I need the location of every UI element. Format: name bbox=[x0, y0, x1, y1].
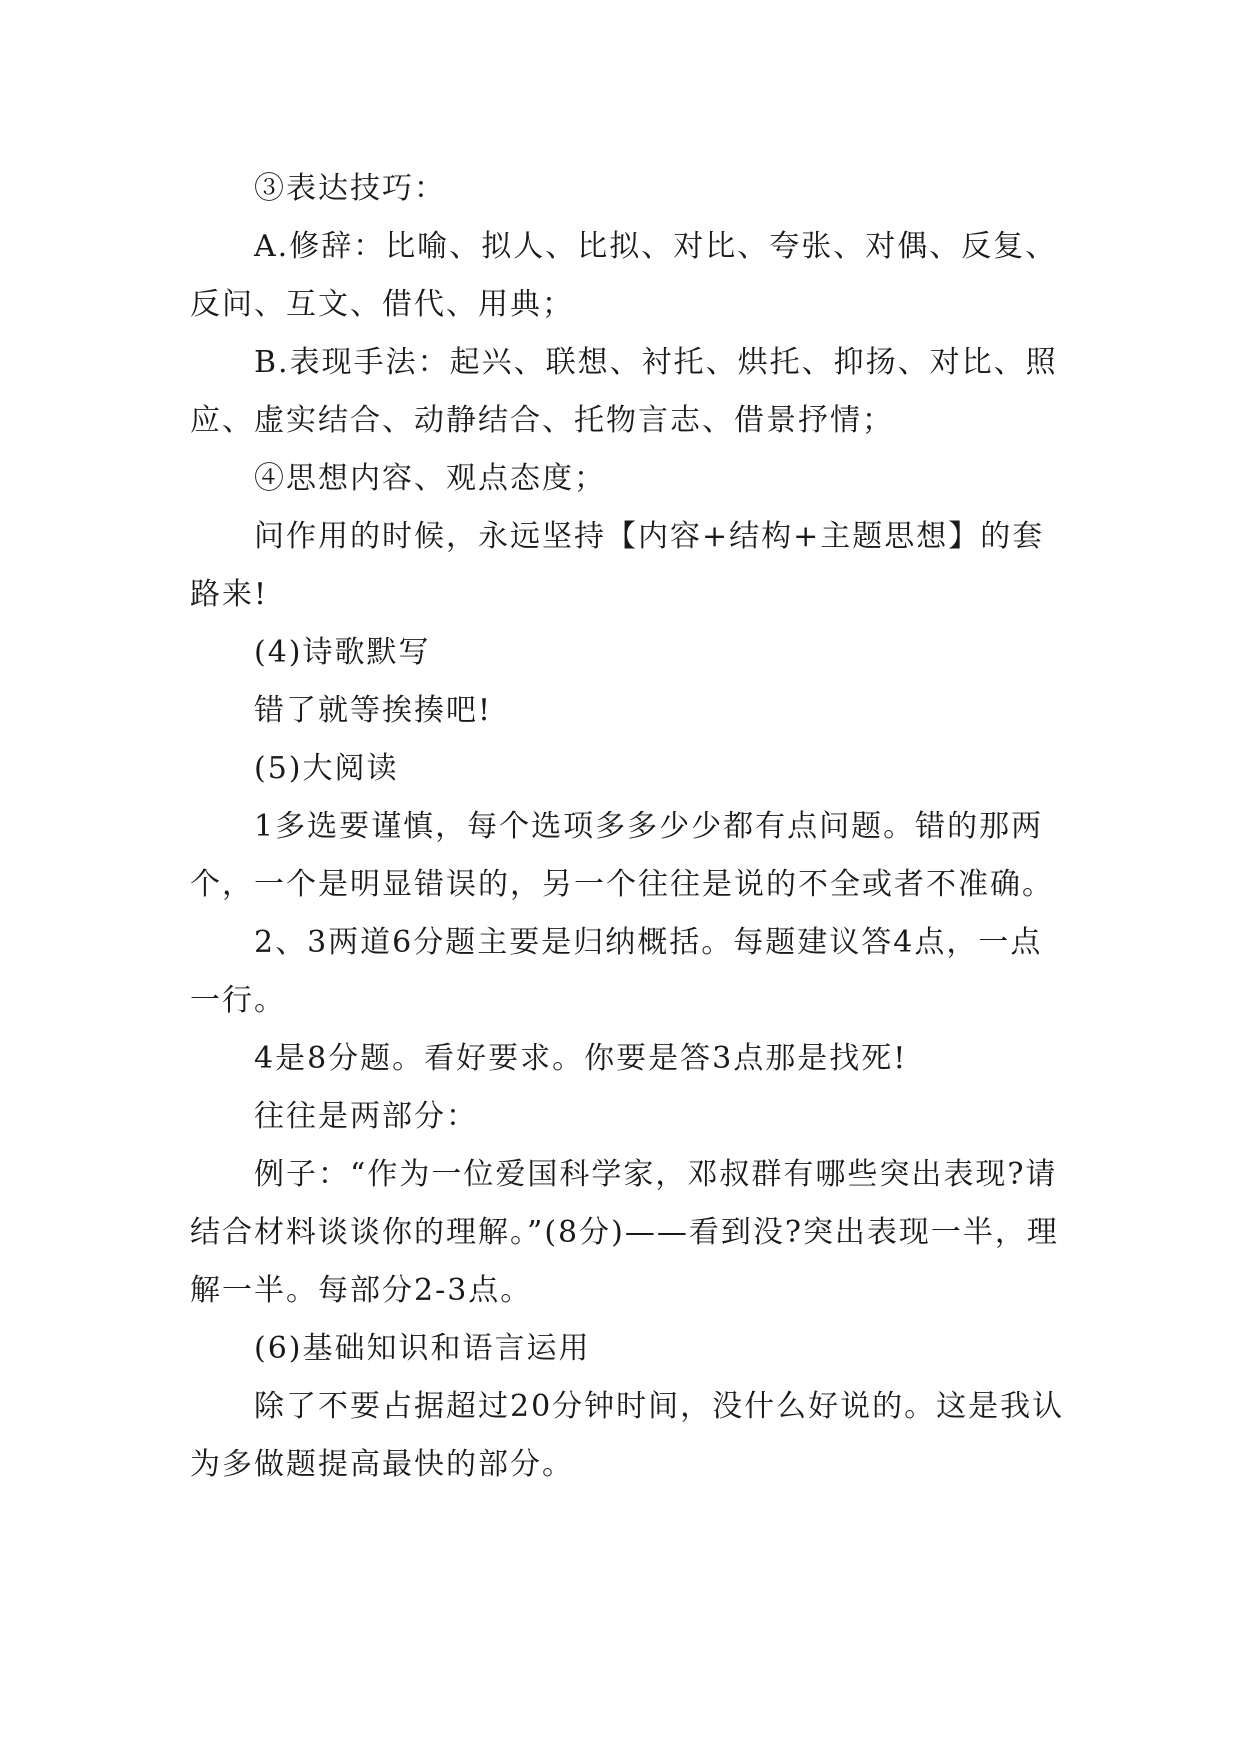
paragraph-function-formula: 问作用的时候，永远坚持【内容+结构+主题思想】的套路来! bbox=[190, 519, 1045, 612]
paragraph-rhetoric: A.修辞：比喻、拟人、比拟、对比、夸张、对偶、反复、反问、互文、借代、用典； bbox=[190, 229, 1058, 322]
document-body bbox=[190, 160, 1070, 1494]
paragraph-eight-point-question: 4是8分题。看好要求。你要是答3点那是找死! bbox=[254, 1041, 908, 1076]
paragraph-summary-questions: 2、3两道6分题主要是归纳概括。每题建议答4点，一点一行。 bbox=[190, 925, 1043, 1018]
heading-expression-techniques: ③表达技巧： bbox=[254, 171, 446, 206]
heading-major-reading: (5)大阅读 bbox=[254, 751, 399, 786]
paragraph-dictation-note: 错了就等挨揍吧! bbox=[254, 693, 493, 728]
paragraph-example: 例子：“作为一位爱国科学家，邓叔群有哪些突出表现?请结合材料谈谈你的理解。”(8分)——看到没?突出表现一半，理解一半。每部分2-3点。 bbox=[190, 1157, 1059, 1308]
paragraph-basic-knowledge-note: 除了不要占据超过20分钟时间，没什么好说的。这是我认为多做题提高最快的部分。 bbox=[190, 1389, 1065, 1482]
heading-ideas-attitudes: ④思想内容、观点态度； bbox=[254, 461, 606, 496]
paragraph-expression-methods: B.表现手法：起兴、联想、衬托、烘托、抑扬、对比、照应、虚实结合、动静结合、托物言志、借景抒情； bbox=[190, 345, 1058, 438]
paragraph-two-parts: 往往是两部分： bbox=[254, 1099, 478, 1134]
heading-basic-knowledge: (6)基础知识和语言运用 bbox=[254, 1331, 591, 1366]
heading-poetry-dictation: (4)诗歌默写 bbox=[254, 635, 431, 670]
paragraph-multiple-choice: 1多选要谨慎，每个选项多多少少都有点问题。错的那两个，一个是明显错误的，另一个往往是说的不全或者不准确。 bbox=[190, 809, 1054, 902]
